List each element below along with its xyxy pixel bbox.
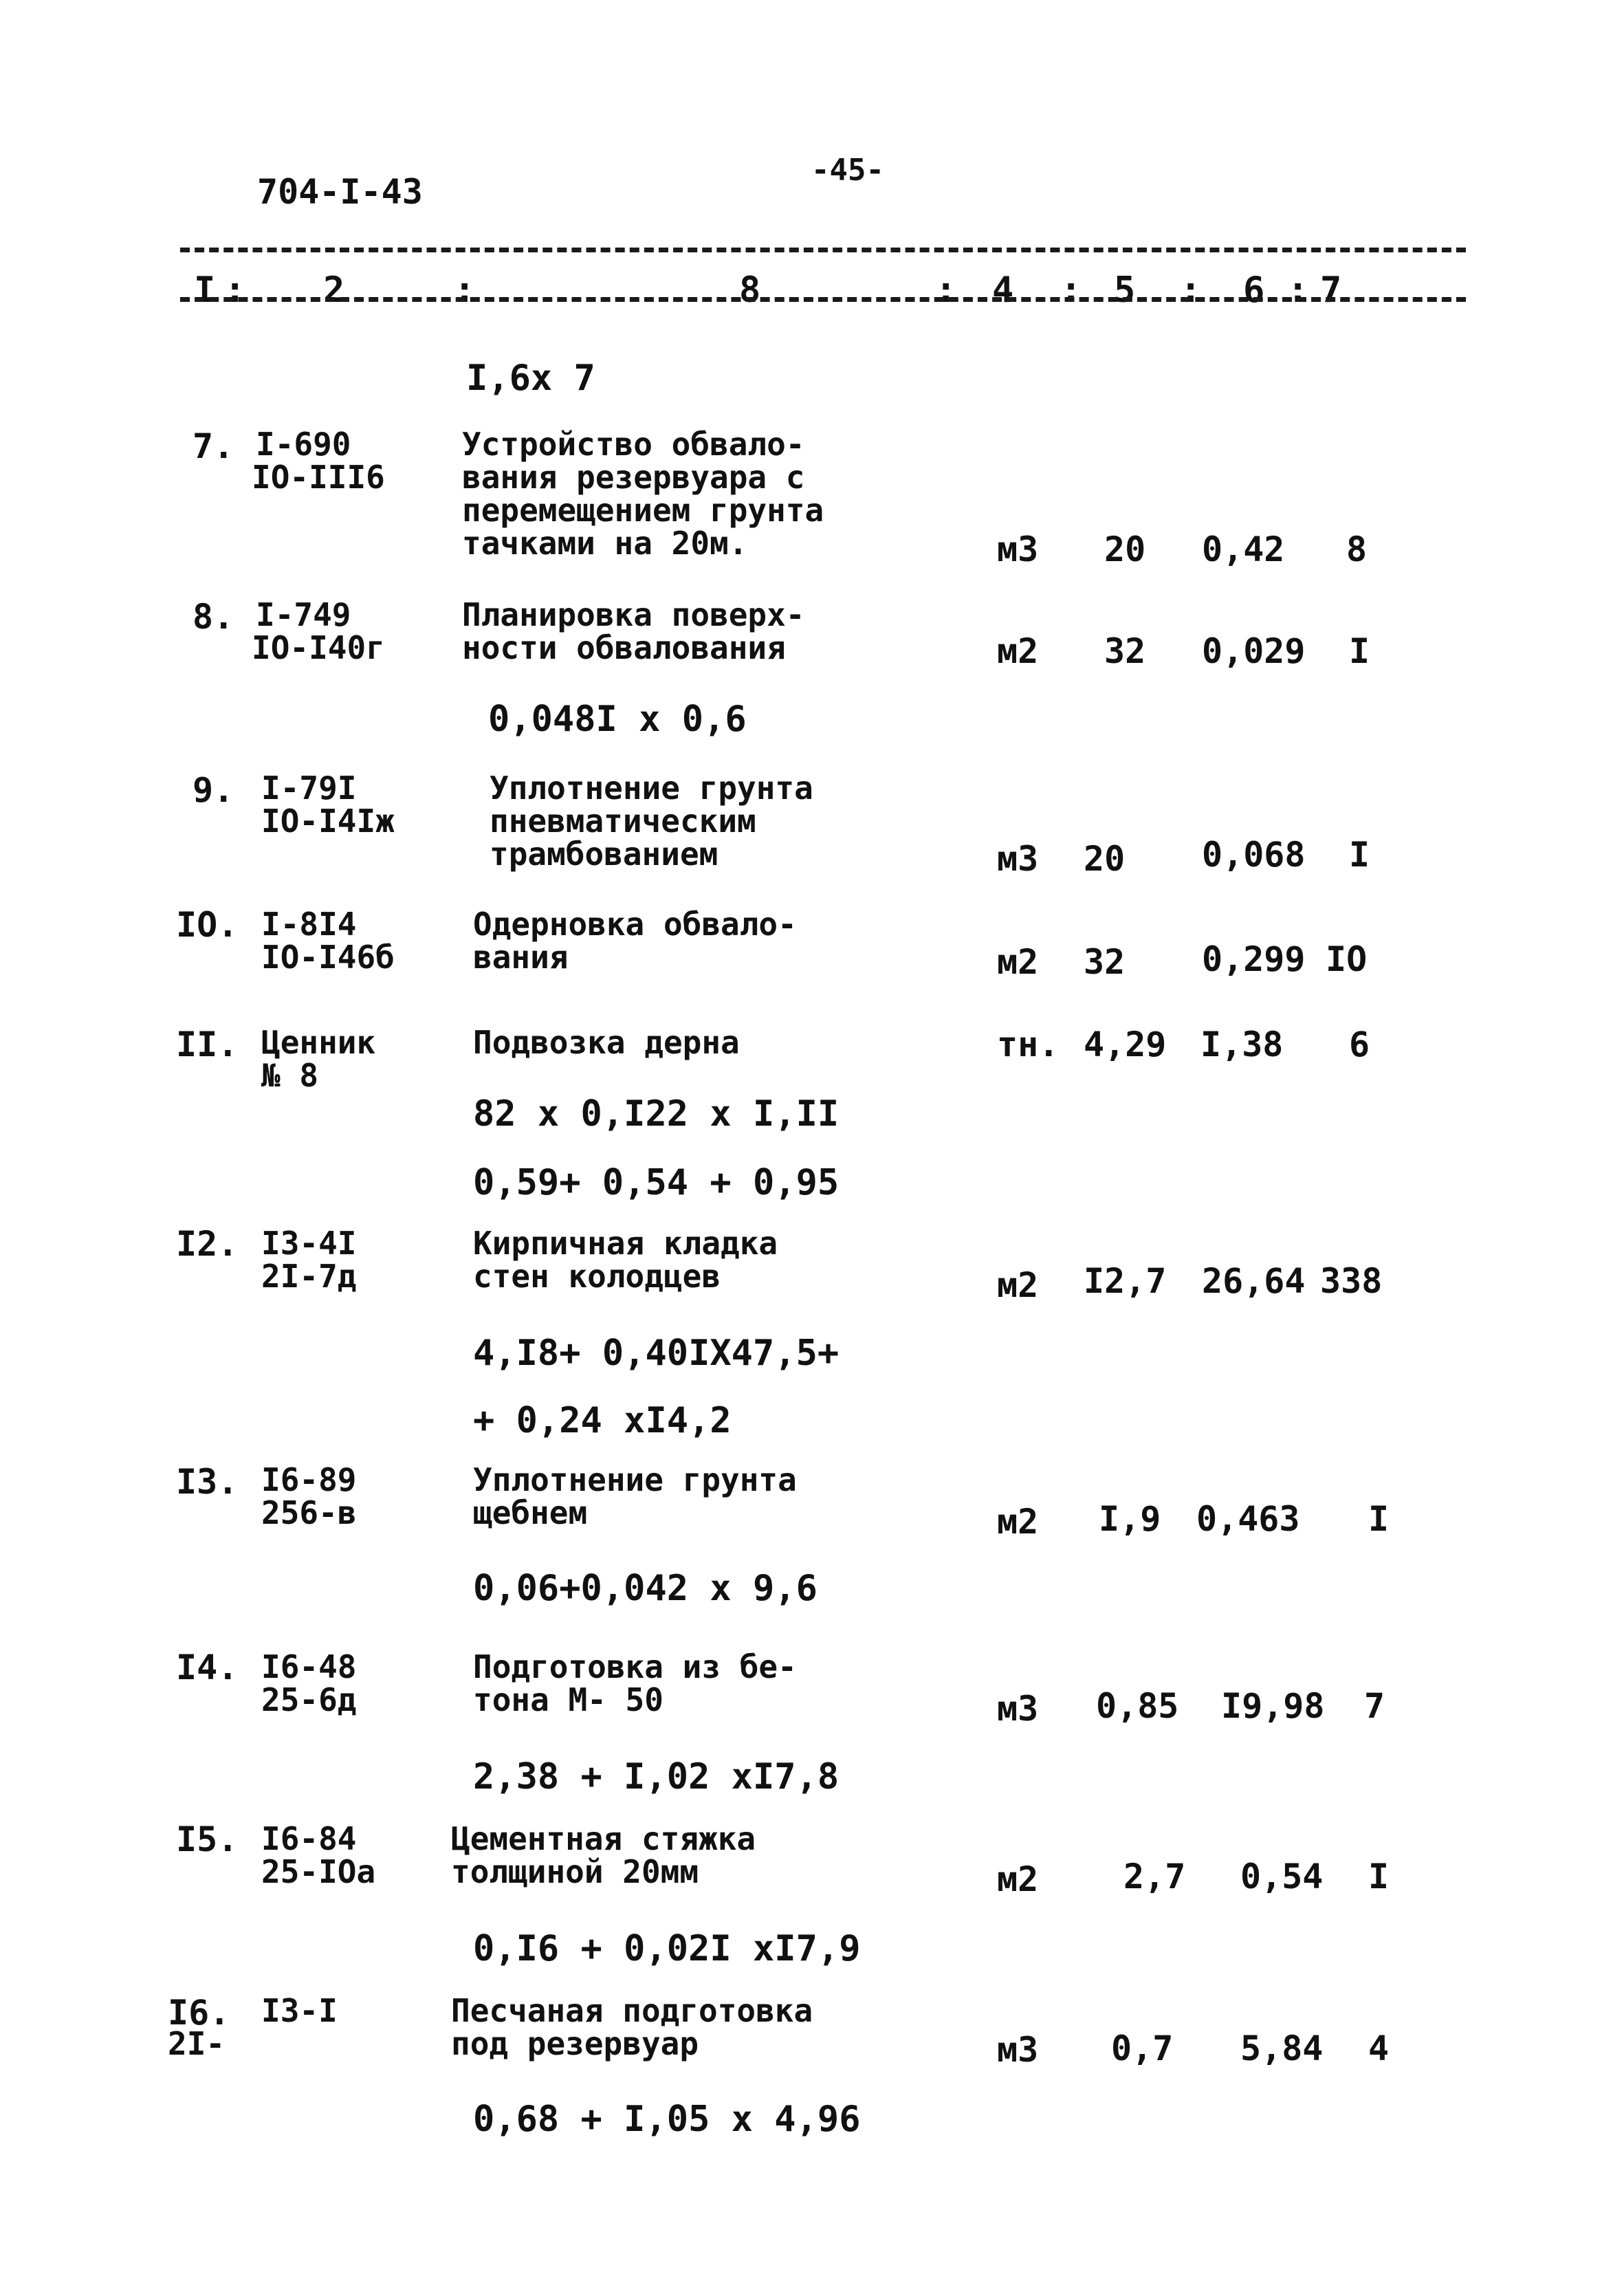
row-code: I-8I4 xyxy=(261,906,357,943)
row-unit-price: I,38 xyxy=(1200,1025,1284,1064)
row-number: II. xyxy=(176,1025,239,1064)
row-number: 7. xyxy=(193,426,234,466)
row-unit-price: 26,64 xyxy=(1202,1261,1306,1301)
column-header-4: 4 xyxy=(992,270,1014,311)
row-code: IO-I46б xyxy=(261,939,395,976)
row-unit: м3 xyxy=(997,839,1039,879)
row-unit: тн. xyxy=(997,1025,1060,1064)
row-code: I6-89 xyxy=(261,1461,357,1498)
row-description: пневматическим xyxy=(490,802,756,840)
row-code: I-79I xyxy=(261,769,357,807)
row-number: I5. xyxy=(176,1819,239,1859)
row-code: 25-IOа xyxy=(261,1853,376,1890)
row-description: щебнем xyxy=(473,1494,588,1531)
row-description: Кирпичная кладка xyxy=(473,1225,778,1262)
row-number: IO. xyxy=(176,905,239,945)
row-description: трамбованием xyxy=(490,835,718,873)
row-unit-price: I9,98 xyxy=(1221,1686,1325,1726)
row-calc: 0,048I x 0,6 xyxy=(488,699,747,740)
row-number: I4. xyxy=(176,1648,239,1687)
row-quantity: 20 xyxy=(1084,839,1126,879)
row-description: вания xyxy=(473,939,569,976)
header-bottom-rule xyxy=(180,297,1466,302)
row-total: 6 xyxy=(1349,1025,1370,1064)
row-total: I xyxy=(1349,631,1370,671)
row-unit-price: 0,068 xyxy=(1202,835,1306,875)
row-unit-price: 0,54 xyxy=(1240,1857,1324,1896)
row-total: 7 xyxy=(1364,1686,1385,1726)
row-number: I6. xyxy=(168,1993,230,2033)
row-code: IO-I4Iж xyxy=(261,802,395,840)
row-calc: I,6x 7 xyxy=(466,358,595,399)
row-description: ности обвалования xyxy=(462,629,786,666)
row-description: тона М- 50 xyxy=(473,1681,663,1718)
row-code: I3-I xyxy=(261,1992,338,2029)
row-description: Уплотнение грунта xyxy=(490,769,813,807)
row-unit-price: 5,84 xyxy=(1240,2029,1324,2068)
row-unit-price: 0,299 xyxy=(1202,939,1306,979)
row-code: 2I-7д xyxy=(261,1258,357,1295)
row-code: I6-84 xyxy=(261,1820,357,1857)
row-code: 25-6д xyxy=(261,1681,357,1718)
row-code: I-749 xyxy=(256,596,351,633)
row-quantity: 32 xyxy=(1084,942,1126,982)
row-quantity: I2,7 xyxy=(1084,1261,1167,1301)
row-code: IO-III6 xyxy=(252,459,385,496)
row-description: перемещением грунта xyxy=(462,492,824,529)
row-quantity: 20 xyxy=(1104,529,1146,569)
row-code: 2I- xyxy=(168,2025,226,2062)
row-description: вания резервуара с xyxy=(462,459,805,496)
row-description: Подвозка дерна xyxy=(473,1024,740,1061)
row-code: I6-48 xyxy=(261,1648,357,1685)
row-quantity: 32 xyxy=(1104,631,1146,671)
row-unit: м2 xyxy=(997,631,1039,671)
row-total: I xyxy=(1368,1857,1390,1896)
row-code: Ценник xyxy=(261,1024,376,1061)
row-number: I3. xyxy=(176,1462,239,1502)
row-quantity: 0,7 xyxy=(1111,2029,1174,2068)
column-header-6: 6 xyxy=(1243,270,1265,311)
row-code: № 8 xyxy=(261,1057,319,1094)
row-total: 338 xyxy=(1320,1261,1383,1301)
column-header-7: 7 xyxy=(1320,270,1342,311)
row-total: 8 xyxy=(1346,529,1368,569)
row-number: 9. xyxy=(193,770,234,810)
row-description: Одерновка обвало- xyxy=(473,906,797,943)
row-calc: 2,38 + I,02 xI7,8 xyxy=(473,1756,840,1797)
document-code: 704-I-43 xyxy=(257,172,423,212)
column-header-5: 5 xyxy=(1114,270,1136,311)
row-description: Подготовка из бе- xyxy=(473,1648,797,1685)
row-calc: 0,I6 + 0,02I xI7,9 xyxy=(473,1928,861,1969)
header-top-rule xyxy=(180,248,1466,252)
row-unit: м3 xyxy=(997,2030,1039,2070)
row-calc: 0,06+0,042 x 9,6 xyxy=(473,1568,818,1609)
row-unit: м2 xyxy=(997,1502,1039,1542)
page-number: -45- xyxy=(811,153,884,188)
column-header-2: 2 xyxy=(323,270,345,311)
row-total: IO xyxy=(1326,939,1368,979)
row-calc: 0,59+ 0,54 + 0,95 xyxy=(473,1162,840,1203)
row-unit: м3 xyxy=(997,1689,1039,1729)
row-unit-price: 0,029 xyxy=(1202,631,1306,671)
row-number: I2. xyxy=(176,1224,239,1264)
row-unit: м3 xyxy=(997,529,1039,569)
row-quantity: 4,29 xyxy=(1084,1025,1167,1064)
row-code: IO-I40г xyxy=(252,629,385,666)
row-description: Уплотнение грунта xyxy=(473,1461,797,1498)
row-total: 4 xyxy=(1368,2029,1390,2068)
row-description: Планировка поверх- xyxy=(462,596,805,633)
row-unit-price: 0,463 xyxy=(1196,1499,1300,1539)
row-unit: м2 xyxy=(997,942,1039,982)
row-description: толщиной 20мм xyxy=(451,1853,699,1890)
row-description: Цементная стяжка xyxy=(451,1820,756,1857)
row-total: I xyxy=(1349,835,1370,875)
row-description: Устройство обвало- xyxy=(462,426,805,463)
row-unit-price: 0,42 xyxy=(1202,529,1285,569)
row-code: I-690 xyxy=(256,426,351,463)
row-quantity: 2,7 xyxy=(1123,1857,1186,1896)
row-quantity: I,9 xyxy=(1099,1499,1161,1539)
row-number: 8. xyxy=(193,597,234,637)
row-code: 256-в xyxy=(261,1494,357,1531)
row-code: I3-4I xyxy=(261,1225,357,1262)
row-description: стен колодцев xyxy=(473,1258,721,1295)
column-header-1: I xyxy=(194,270,216,311)
row-total: I xyxy=(1368,1499,1390,1539)
row-description: тачками на 20м. xyxy=(462,525,748,562)
row-calc: 82 x 0,I22 x I,II xyxy=(473,1093,840,1135)
row-unit: м2 xyxy=(997,1859,1039,1899)
row-unit: м2 xyxy=(997,1265,1039,1305)
column-header-3: 8 xyxy=(739,270,761,311)
row-description: под резервуар xyxy=(451,2025,699,2062)
row-description: Песчаная подготовка xyxy=(451,1992,813,2029)
row-calc: 0,68 + I,05 x 4,96 xyxy=(473,2099,861,2140)
row-calc: 4,I8+ 0,40IX47,5+ xyxy=(473,1333,840,1374)
row-calc: + 0,24 xI4,2 xyxy=(473,1400,732,1441)
row-quantity: 0,85 xyxy=(1096,1686,1179,1726)
